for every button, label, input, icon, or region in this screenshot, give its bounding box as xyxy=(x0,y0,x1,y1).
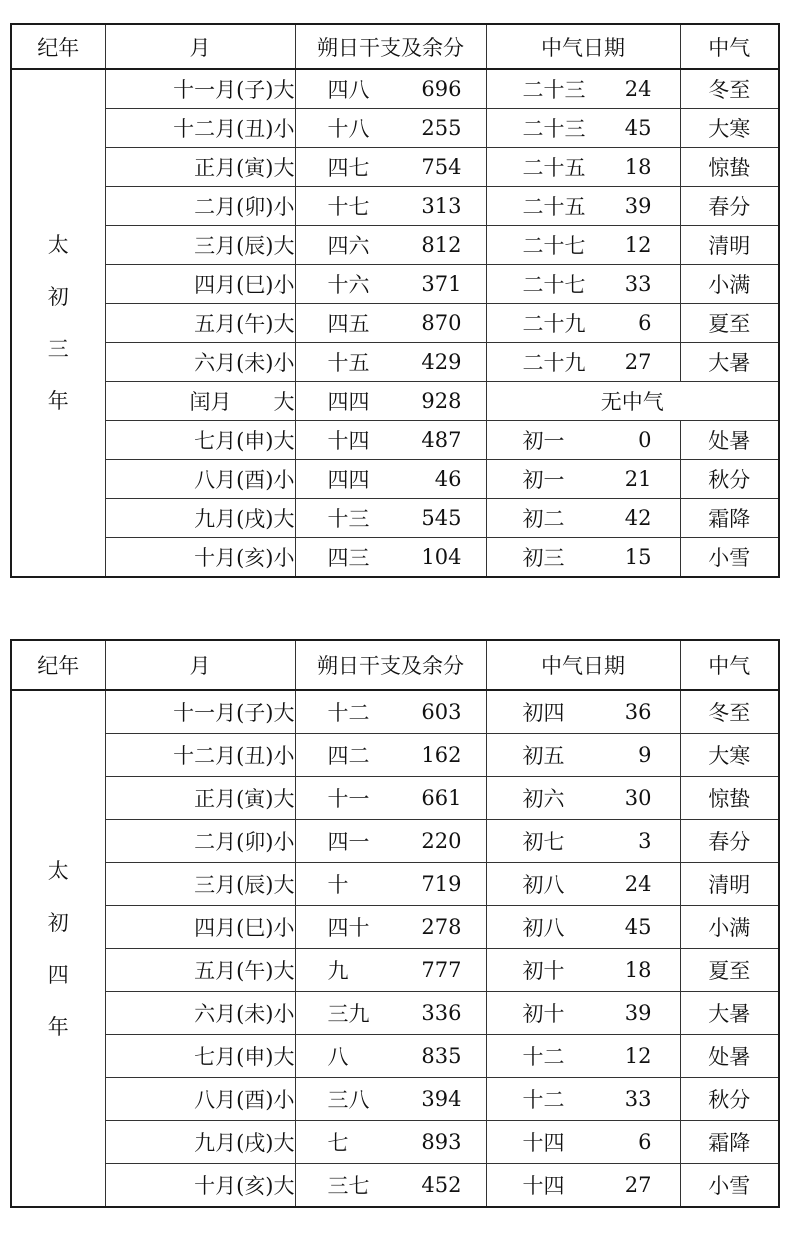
qi-day: 二十七 xyxy=(522,234,586,258)
header-era: 纪年 xyxy=(11,640,105,690)
new-moon-stem: 四三 xyxy=(327,546,370,570)
header-new-moon: 朔日干支及余分 xyxy=(295,640,486,690)
qi-date-cell xyxy=(486,226,680,265)
qi-day: 十四 xyxy=(522,1174,565,1198)
qi-date-cell xyxy=(486,690,680,734)
new-moon-cell xyxy=(295,949,486,992)
month-label: 三月(辰)大 xyxy=(194,873,295,897)
table-row xyxy=(11,906,779,949)
qi-remainder: 27 xyxy=(624,350,652,374)
new-moon-cell xyxy=(295,863,486,906)
qi-remainder: 21 xyxy=(624,467,652,491)
qi-name-cell xyxy=(680,148,779,187)
new-moon-remainder: 162 xyxy=(421,743,462,767)
table-row xyxy=(11,460,779,499)
no-qi-cell xyxy=(486,382,779,421)
qi-remainder: 36 xyxy=(624,700,652,724)
qi-name: 清明 xyxy=(708,234,751,258)
new-moon-stem: 十三 xyxy=(327,507,370,531)
qi-name-cell xyxy=(680,421,779,460)
new-moon-remainder: 220 xyxy=(421,829,462,853)
qi-remainder: 6 xyxy=(638,311,652,335)
month-cell xyxy=(105,421,295,460)
new-moon-cell xyxy=(295,1035,486,1078)
table-row xyxy=(11,69,779,109)
new-moon-cell xyxy=(295,777,486,820)
new-moon-stem: 四二 xyxy=(327,744,370,768)
qi-name-cell xyxy=(680,1164,779,1208)
month-cell xyxy=(105,265,295,304)
month-label: 正月(寅)大 xyxy=(194,787,295,811)
qi-date-cell xyxy=(486,69,680,109)
qi-name-cell xyxy=(680,265,779,304)
table-row xyxy=(11,538,779,578)
month-cell xyxy=(105,992,295,1035)
table-row xyxy=(11,1035,779,1078)
qi-name: 惊蛰 xyxy=(708,787,751,811)
new-moon-stem: 九 xyxy=(327,959,349,983)
qi-date-cell xyxy=(486,1035,680,1078)
new-moon-cell xyxy=(295,906,486,949)
month-label: 三月(辰)大 xyxy=(194,234,295,258)
qi-remainder: 15 xyxy=(624,545,652,569)
qi-date-cell xyxy=(486,1078,680,1121)
qi-name-cell xyxy=(680,226,779,265)
new-moon-cell xyxy=(295,820,486,863)
era-char: 四 xyxy=(47,962,69,987)
new-moon-remainder: 812 xyxy=(421,233,462,257)
new-moon-cell xyxy=(295,992,486,1035)
qi-day: 二十三 xyxy=(522,117,586,141)
qi-day: 初四 xyxy=(522,701,565,725)
qi-name: 秋分 xyxy=(708,1088,751,1112)
qi-name-cell xyxy=(680,734,779,777)
new-moon-remainder: 336 xyxy=(421,1001,462,1025)
table-row xyxy=(11,690,779,734)
header-qi-date: 中气日期 xyxy=(486,640,680,690)
month-label: 四月(巳)小 xyxy=(194,916,295,940)
new-moon-remainder: 429 xyxy=(421,350,462,374)
new-moon-stem: 四八 xyxy=(327,78,370,102)
month-label: 七月(申)大 xyxy=(194,1045,295,1069)
qi-name: 冬至 xyxy=(708,701,751,725)
qi-name-cell xyxy=(680,1121,779,1164)
month-cell xyxy=(105,949,295,992)
month-cell xyxy=(105,734,295,777)
table-row xyxy=(11,265,779,304)
new-moon-remainder: 719 xyxy=(421,872,462,896)
qi-day: 初七 xyxy=(522,830,565,854)
month-cell xyxy=(105,499,295,538)
qi-day: 十四 xyxy=(522,1131,565,1155)
qi-date-cell xyxy=(486,1121,680,1164)
qi-name: 霜降 xyxy=(708,507,751,531)
header-new-moon: 朔日干支及余分 xyxy=(295,24,486,69)
month-cell xyxy=(105,820,295,863)
qi-date-cell xyxy=(486,343,680,382)
table-header xyxy=(11,640,779,690)
qi-date-cell xyxy=(486,109,680,148)
new-moon-cell xyxy=(295,226,486,265)
qi-day: 初十 xyxy=(522,1002,565,1026)
month-label: 八月(酉)小 xyxy=(194,1088,295,1112)
era-cell xyxy=(11,690,105,1207)
table-row xyxy=(11,777,779,820)
new-moon-cell xyxy=(295,382,486,421)
new-moon-stem: 四四 xyxy=(327,390,370,414)
new-moon-stem: 十七 xyxy=(327,195,370,219)
era-char: 初 xyxy=(47,910,69,935)
qi-date-cell xyxy=(486,906,680,949)
qi-name: 冬至 xyxy=(708,78,751,102)
qi-day: 二十七 xyxy=(522,273,586,297)
qi-name-cell xyxy=(680,820,779,863)
new-moon-cell xyxy=(295,538,486,578)
qi-date-cell xyxy=(486,265,680,304)
new-moon-stem: 十五 xyxy=(327,351,370,375)
table-row xyxy=(11,304,779,343)
table-row xyxy=(11,421,779,460)
header-month: 月 xyxy=(105,24,295,69)
month-label: 六月(未)小 xyxy=(194,351,295,375)
qi-name: 小满 xyxy=(708,916,751,940)
qi-name: 小雪 xyxy=(708,1174,751,1198)
new-moon-cell xyxy=(295,1121,486,1164)
qi-name-cell xyxy=(680,187,779,226)
qi-day: 初一 xyxy=(522,468,565,492)
new-moon-stem: 四六 xyxy=(327,234,370,258)
new-moon-stem: 十 xyxy=(327,873,349,897)
qi-day: 二十五 xyxy=(522,156,586,180)
qi-day: 初二 xyxy=(522,507,565,531)
table-row xyxy=(11,382,779,421)
header-era: 纪年 xyxy=(11,24,105,69)
qi-name: 小满 xyxy=(708,273,751,297)
new-moon-stem: 十八 xyxy=(327,117,370,141)
qi-remainder: 12 xyxy=(624,233,652,257)
table-row xyxy=(11,499,779,538)
era-char: 年 xyxy=(47,1014,69,1039)
qi-date-cell xyxy=(486,777,680,820)
month-label: 六月(未)小 xyxy=(194,1002,295,1026)
qi-name: 霜降 xyxy=(708,1131,751,1155)
qi-remainder: 39 xyxy=(624,194,652,218)
qi-remainder: 30 xyxy=(624,786,652,810)
month-label: 二月(卯)小 xyxy=(194,195,295,219)
new-moon-remainder: 394 xyxy=(421,1087,462,1111)
table-row xyxy=(11,820,779,863)
qi-date-cell xyxy=(486,304,680,343)
month-cell xyxy=(105,460,295,499)
month-label: 八月(酉)小 xyxy=(194,468,295,492)
qi-remainder: 0 xyxy=(638,428,652,452)
qi-date-cell xyxy=(486,538,680,578)
qi-remainder: 6 xyxy=(638,1130,652,1154)
new-moon-cell xyxy=(295,148,486,187)
table-header xyxy=(11,24,779,69)
new-moon-cell xyxy=(295,265,486,304)
month-cell xyxy=(105,906,295,949)
qi-remainder: 45 xyxy=(624,116,652,140)
new-moon-cell xyxy=(295,343,486,382)
new-moon-remainder: 255 xyxy=(421,116,462,140)
new-moon-remainder: 371 xyxy=(421,272,462,296)
month-label: 十一月(子)大 xyxy=(173,701,295,725)
era-char: 三 xyxy=(47,337,69,361)
new-moon-remainder: 893 xyxy=(421,1130,462,1154)
qi-remainder: 18 xyxy=(624,958,652,982)
new-moon-stem: 四七 xyxy=(327,156,370,180)
qi-name-cell xyxy=(680,538,779,578)
new-moon-stem: 十一 xyxy=(327,787,370,811)
qi-name-cell xyxy=(680,906,779,949)
qi-remainder: 24 xyxy=(624,872,652,896)
new-moon-remainder: 313 xyxy=(421,194,462,218)
qi-name-cell xyxy=(680,1078,779,1121)
table-row xyxy=(11,1121,779,1164)
table-row xyxy=(11,734,779,777)
new-moon-stem: 四一 xyxy=(327,830,370,854)
new-moon-remainder: 603 xyxy=(421,700,462,724)
era-char: 初 xyxy=(47,285,69,309)
new-moon-remainder: 928 xyxy=(421,389,462,413)
qi-name-cell xyxy=(680,1035,779,1078)
new-moon-remainder: 661 xyxy=(421,786,462,810)
new-moon-remainder: 696 xyxy=(421,77,462,101)
new-moon-stem: 十二 xyxy=(327,701,370,725)
new-moon-cell xyxy=(295,187,486,226)
month-label: 七月(申)大 xyxy=(194,429,295,453)
qi-date-cell xyxy=(486,460,680,499)
qi-remainder: 12 xyxy=(624,1044,652,1068)
qi-day: 十二 xyxy=(522,1045,565,1069)
table-row xyxy=(11,1078,779,1121)
new-moon-stem: 四十 xyxy=(327,916,370,940)
new-moon-cell xyxy=(295,1078,486,1121)
new-moon-cell xyxy=(295,460,486,499)
new-moon-cell xyxy=(295,109,486,148)
qi-name-cell xyxy=(680,304,779,343)
qi-remainder: 27 xyxy=(624,1173,652,1197)
qi-name-cell xyxy=(680,69,779,109)
calendar-table-taichu-3 xyxy=(10,23,780,578)
new-moon-stem: 十四 xyxy=(327,429,370,453)
table-row xyxy=(11,1164,779,1208)
month-cell xyxy=(105,1121,295,1164)
table-row xyxy=(11,226,779,265)
new-moon-stem: 八 xyxy=(327,1045,349,1069)
qi-date-cell xyxy=(486,949,680,992)
new-moon-cell xyxy=(295,690,486,734)
qi-day: 二十九 xyxy=(522,312,586,336)
new-moon-stem: 十六 xyxy=(327,273,370,297)
qi-name-cell xyxy=(680,109,779,148)
qi-name-cell xyxy=(680,949,779,992)
month-label: 九月(戌)大 xyxy=(194,1131,295,1155)
qi-name: 处暑 xyxy=(708,429,751,453)
qi-remainder: 18 xyxy=(624,155,652,179)
qi-date-cell xyxy=(486,148,680,187)
qi-day: 初八 xyxy=(522,916,565,940)
month-cell xyxy=(105,863,295,906)
era-cell xyxy=(11,69,105,577)
qi-name: 惊蛰 xyxy=(708,156,751,180)
qi-day: 初一 xyxy=(522,429,565,453)
new-moon-stem: 三七 xyxy=(327,1174,370,1198)
qi-name: 处暑 xyxy=(708,1045,751,1069)
qi-name: 大寒 xyxy=(708,117,751,141)
month-label: 十二月(丑)小 xyxy=(173,117,295,141)
qi-remainder: 3 xyxy=(638,829,652,853)
qi-name: 大暑 xyxy=(708,351,751,375)
month-cell xyxy=(105,148,295,187)
new-moon-stem: 七 xyxy=(327,1131,349,1155)
new-moon-remainder: 545 xyxy=(421,506,462,530)
month-cell xyxy=(105,1164,295,1208)
new-moon-remainder: 754 xyxy=(421,155,462,179)
qi-day: 二十三 xyxy=(522,78,586,102)
qi-remainder: 24 xyxy=(624,77,652,101)
month-cell xyxy=(105,226,295,265)
header-qi-date: 中气日期 xyxy=(486,24,680,69)
month-cell xyxy=(105,690,295,734)
month-label: 十二月(丑)小 xyxy=(173,744,295,768)
table-row xyxy=(11,992,779,1035)
month-cell xyxy=(105,69,295,109)
calendar-table-taichu-4 xyxy=(10,639,780,1208)
new-moon-stem: 四四 xyxy=(327,468,370,492)
new-moon-remainder: 104 xyxy=(421,545,462,569)
new-moon-cell xyxy=(295,499,486,538)
new-moon-cell xyxy=(295,1164,486,1208)
qi-date-cell xyxy=(486,992,680,1035)
qi-name-cell xyxy=(680,690,779,734)
table-row xyxy=(11,863,779,906)
qi-name: 夏至 xyxy=(708,959,751,983)
era-char: 年 xyxy=(47,389,69,413)
month-label: 五月(午)大 xyxy=(194,312,295,336)
month-label: 四月(巳)小 xyxy=(194,273,295,297)
qi-name: 大寒 xyxy=(708,744,751,768)
table-row xyxy=(11,949,779,992)
qi-name: 秋分 xyxy=(708,468,751,492)
qi-name-cell xyxy=(680,863,779,906)
qi-date-cell xyxy=(486,820,680,863)
new-moon-remainder: 452 xyxy=(421,1173,462,1197)
qi-remainder: 42 xyxy=(624,506,652,530)
month-cell xyxy=(105,109,295,148)
qi-remainder: 39 xyxy=(624,1001,652,1025)
qi-name: 春分 xyxy=(708,195,751,219)
new-moon-remainder: 487 xyxy=(421,428,462,452)
qi-remainder: 45 xyxy=(624,915,652,939)
new-moon-remainder: 777 xyxy=(421,958,462,982)
era-char: 太 xyxy=(47,858,69,883)
new-moon-cell xyxy=(295,304,486,343)
table-row xyxy=(11,187,779,226)
qi-name-cell xyxy=(680,777,779,820)
qi-day: 初八 xyxy=(522,873,565,897)
qi-name: 春分 xyxy=(708,830,751,854)
qi-date-cell xyxy=(486,421,680,460)
table-row xyxy=(11,148,779,187)
table-row xyxy=(11,343,779,382)
month-cell xyxy=(105,343,295,382)
qi-name: 清明 xyxy=(708,873,751,897)
qi-day: 二十五 xyxy=(522,195,586,219)
qi-name-cell xyxy=(680,992,779,1035)
new-moon-remainder: 835 xyxy=(421,1044,462,1068)
qi-date-cell xyxy=(486,499,680,538)
header-qi: 中气 xyxy=(680,640,779,690)
month-label: 十月(亥)大 xyxy=(194,1174,295,1198)
qi-name: 夏至 xyxy=(708,312,751,336)
new-moon-stem: 三九 xyxy=(327,1002,370,1026)
qi-day: 初十 xyxy=(522,959,565,983)
new-moon-cell xyxy=(295,421,486,460)
qi-date-cell xyxy=(486,863,680,906)
qi-remainder: 33 xyxy=(624,272,652,296)
qi-remainder: 33 xyxy=(624,1087,652,1111)
qi-name: 小雪 xyxy=(708,546,751,570)
era-char: 太 xyxy=(47,233,69,257)
table-row xyxy=(11,109,779,148)
header-month: 月 xyxy=(105,640,295,690)
month-cell xyxy=(105,1035,295,1078)
new-moon-remainder: 870 xyxy=(421,311,462,335)
month-label: 正月(寅)大 xyxy=(194,156,295,180)
qi-day: 初六 xyxy=(522,787,565,811)
new-moon-remainder: 278 xyxy=(421,915,462,939)
no-qi-label: 无中气 xyxy=(600,390,664,414)
qi-day: 初三 xyxy=(522,546,565,570)
qi-date-cell xyxy=(486,187,680,226)
month-label: 闰月 大 xyxy=(189,390,295,414)
new-moon-remainder: 46 xyxy=(434,467,462,491)
header-qi: 中气 xyxy=(680,24,779,69)
new-moon-cell xyxy=(295,69,486,109)
qi-name: 大暑 xyxy=(708,1002,751,1026)
month-cell xyxy=(105,1078,295,1121)
qi-remainder: 9 xyxy=(638,743,652,767)
qi-date-cell xyxy=(486,734,680,777)
new-moon-stem: 四五 xyxy=(327,312,370,336)
qi-name-cell xyxy=(680,499,779,538)
month-cell xyxy=(105,538,295,578)
month-cell xyxy=(105,382,295,421)
month-cell xyxy=(105,777,295,820)
month-cell xyxy=(105,304,295,343)
month-label: 二月(卯)小 xyxy=(194,830,295,854)
month-cell xyxy=(105,187,295,226)
qi-day: 初五 xyxy=(522,744,565,768)
new-moon-cell xyxy=(295,734,486,777)
qi-day: 十二 xyxy=(522,1088,565,1112)
month-label: 五月(午)大 xyxy=(194,959,295,983)
month-label: 九月(戌)大 xyxy=(194,507,295,531)
qi-name-cell xyxy=(680,460,779,499)
new-moon-stem: 三八 xyxy=(327,1088,370,1112)
month-label: 十一月(子)大 xyxy=(173,78,295,102)
qi-date-cell xyxy=(486,1164,680,1208)
qi-name-cell xyxy=(680,343,779,382)
qi-day: 二十九 xyxy=(522,351,586,375)
month-label: 十月(亥)小 xyxy=(194,546,295,570)
